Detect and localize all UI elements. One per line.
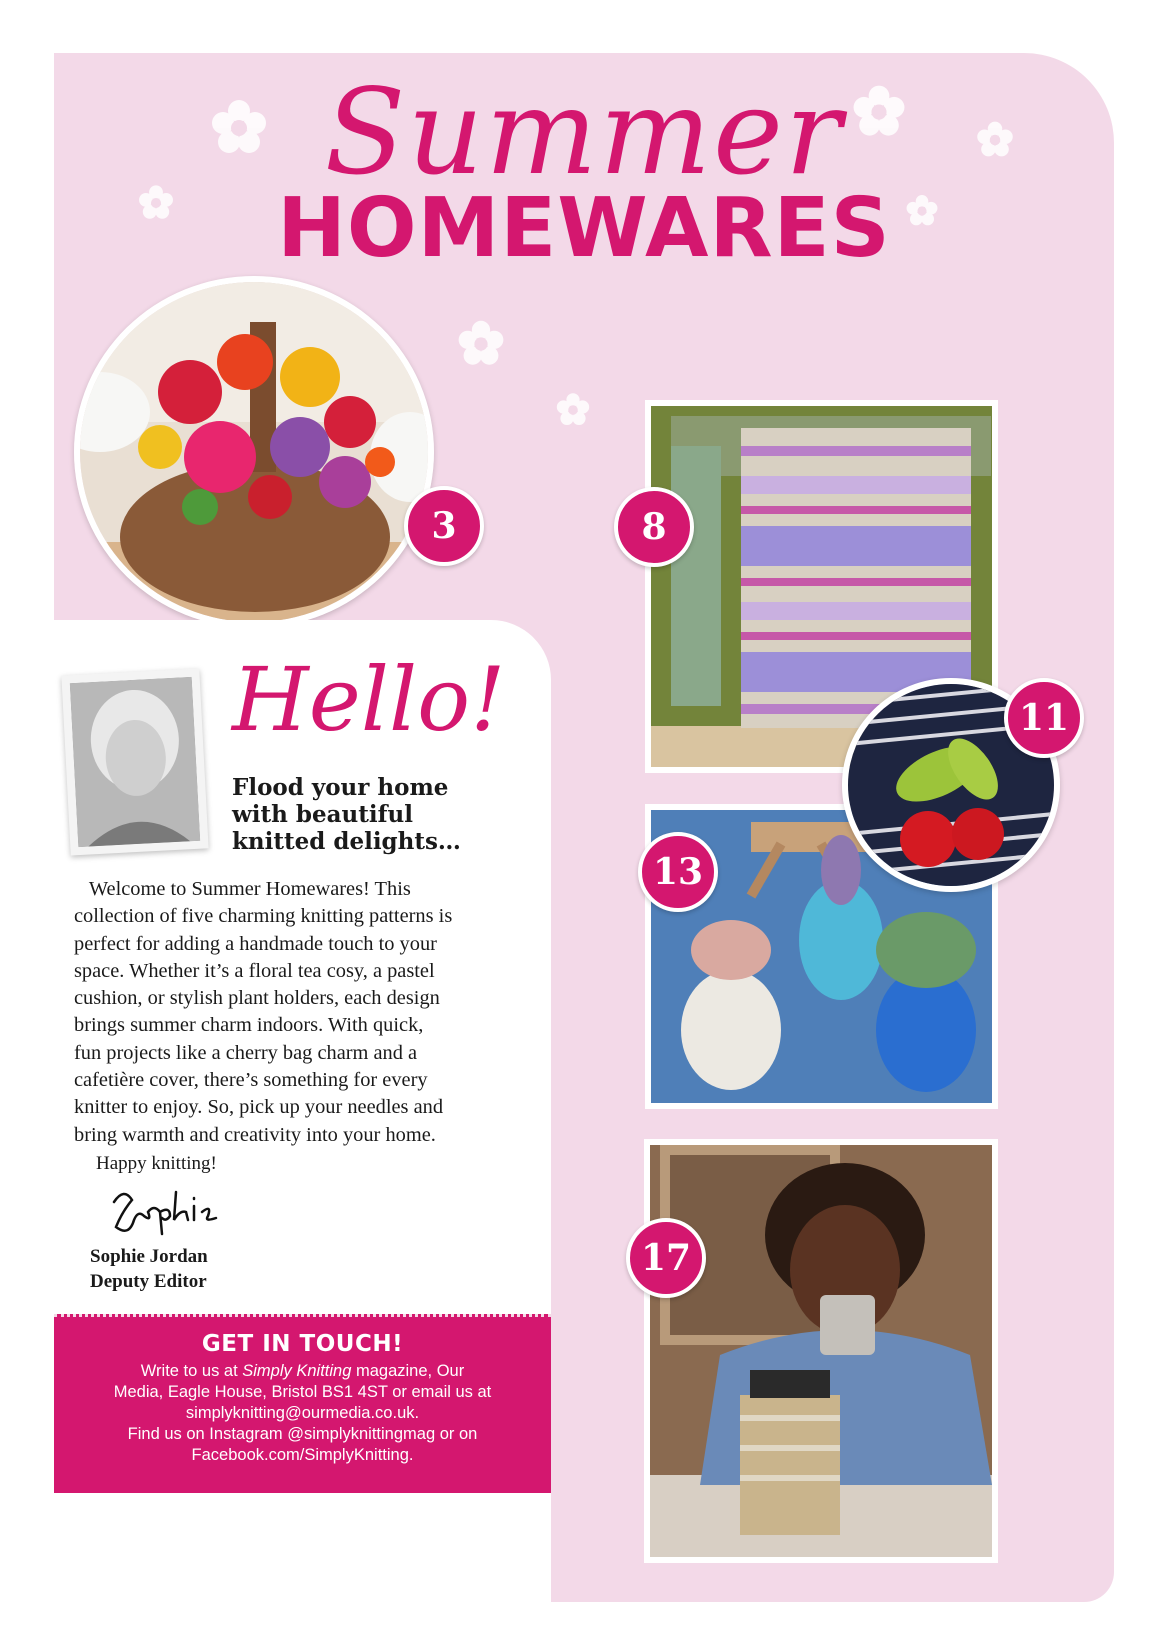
magazine-name: Simply Knitting xyxy=(242,1362,352,1380)
contact-facebook-line[interactable]: Facebook.com/SimplyKnitting. xyxy=(191,1446,414,1464)
body-line: collection of five charming knitting patterns is xyxy=(74,905,453,928)
editor-portrait xyxy=(61,669,208,856)
contact-email-line[interactable]: simplyknitting@ourmedia.co.uk. xyxy=(185,1404,420,1422)
tea-cosy-photo xyxy=(74,276,434,628)
contact-line: Media, Eagle House, Bristol BS1 4ST or email us at xyxy=(113,1383,492,1401)
body-line: perfect for adding a handmade touch to your xyxy=(74,932,437,955)
handwritten-signature xyxy=(104,1182,234,1242)
editor-role: Deputy Editor xyxy=(90,1271,207,1292)
subhead-line: knitted delights… xyxy=(232,828,461,855)
body-line: bring warmth and creativity into your home. xyxy=(74,1123,436,1146)
editor-letter xyxy=(54,620,551,1602)
body-line: Welcome to Summer Homewares! This xyxy=(74,878,411,900)
project-badge: 17 xyxy=(626,1218,706,1298)
project-badge: 8 xyxy=(614,487,694,567)
body-line: cafetière cover, there’s something for every xyxy=(74,1069,428,1092)
contact-text: Write to us at xyxy=(140,1362,243,1380)
signoff: Happy knitting! xyxy=(96,1153,217,1174)
flower-decoration-icon xyxy=(452,315,510,373)
body-line: knitter to enjoy. So, pick up your needles and xyxy=(74,1096,444,1119)
flower-decoration-icon xyxy=(552,389,594,431)
body-line: space. Whether it’s a floral tea cosy, a pastel xyxy=(74,959,435,982)
get-in-touch-box xyxy=(54,1314,551,1493)
project-badge: 11 xyxy=(1004,678,1084,758)
letter-subheading xyxy=(232,774,532,855)
hello-heading: Hello! xyxy=(232,648,506,751)
get-in-touch-title: GET IN TOUCH! xyxy=(201,1331,404,1357)
contact-text: magazine, Our xyxy=(351,1362,465,1380)
body-line: brings summer charm indoors. With quick, xyxy=(74,1014,424,1037)
body-line: cushion, or stylish plant holders, each design xyxy=(74,987,440,1010)
title-script: Summer xyxy=(324,63,844,201)
editor-name: Sophie Jordan xyxy=(90,1246,208,1267)
contact-line: Find us on Instagram @simplyknittingmag or on xyxy=(127,1425,478,1443)
cafetiere-cover-photo xyxy=(644,1139,998,1563)
subhead-line: with beautiful xyxy=(232,801,413,828)
project-badge: 13 xyxy=(638,832,718,912)
body-line: fun projects like a cherry bag charm and a xyxy=(74,1041,418,1064)
letter-body xyxy=(74,876,544,1149)
editor-signature-block xyxy=(90,1244,208,1294)
project-badge: 3 xyxy=(404,486,484,566)
contact-line xyxy=(54,1361,551,1382)
subhead-line: Flood your home xyxy=(232,774,449,801)
title-caps: HOMEWARES xyxy=(277,181,891,276)
